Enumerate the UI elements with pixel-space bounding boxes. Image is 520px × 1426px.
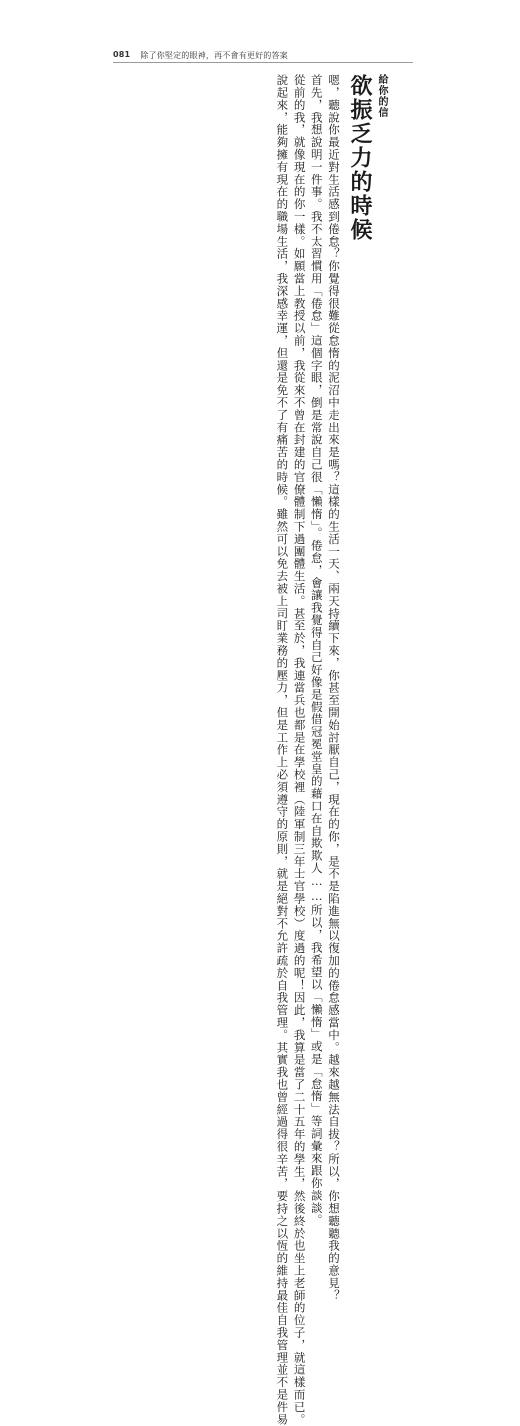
body-paragraph: 從前的我，就像現在的你一樣。如願當上教授以前，我從來不曾在封建的官僚體制下過團體生活。甚至於，我連當兵也都是在學校裡（陸軍制三年士官學校）度過的呢！因此，我算是當了二十五年的學生，然後終於也坐上老師的位子，就這樣而已。 [292,74,307,1426]
chapter-title: 欲振乏力的時候 [347,74,372,242]
body-paragraph: 首先，我想說明一件事。我不太習慣用「倦怠」這個字眼，倒是常說自己很「懶惰」。倦怠，會讓我覺得自己好像是假借冠冕堂皇的藉口在自欺欺人……所以，我希望以「懶惰」或是「怠惰」等詞彙來跟你談談。 [309,74,324,1227]
page-number: 081 [113,50,131,59]
body-paragraph: 說起來，能夠擁有現在的職場生活，我深感幸運，但還是免不了有痛苦的時候。雖然可以免去被上司盯業務的壓力，但是工作上必須遵守的原則，就是絕對不允許疏於自我管理。其實我也曾經過得很辛苦，要持之以恆的維持最佳自我管理並不是件易 [275,74,290,1426]
body-text [273,74,342,1426]
running-header [113,50,288,61]
letter-label: 給你的信 [376,74,387,118]
body-paragraph: 嗯，聽說你最近對生活感到倦怠？你覺得很難從怠惰的泥沼中走出來是嗎？這樣的生活一天、兩天持續下來，你甚至開始討厭自己，現在的你，是不是陷進無以復加的倦怠感當中。越來越無法自拔？所以，你想聽聽我的意見？ [327,74,341,1302]
running-title: 除了你堅定的眼神，再不會有更好的答案 [140,51,288,60]
header-rule [113,62,413,63]
